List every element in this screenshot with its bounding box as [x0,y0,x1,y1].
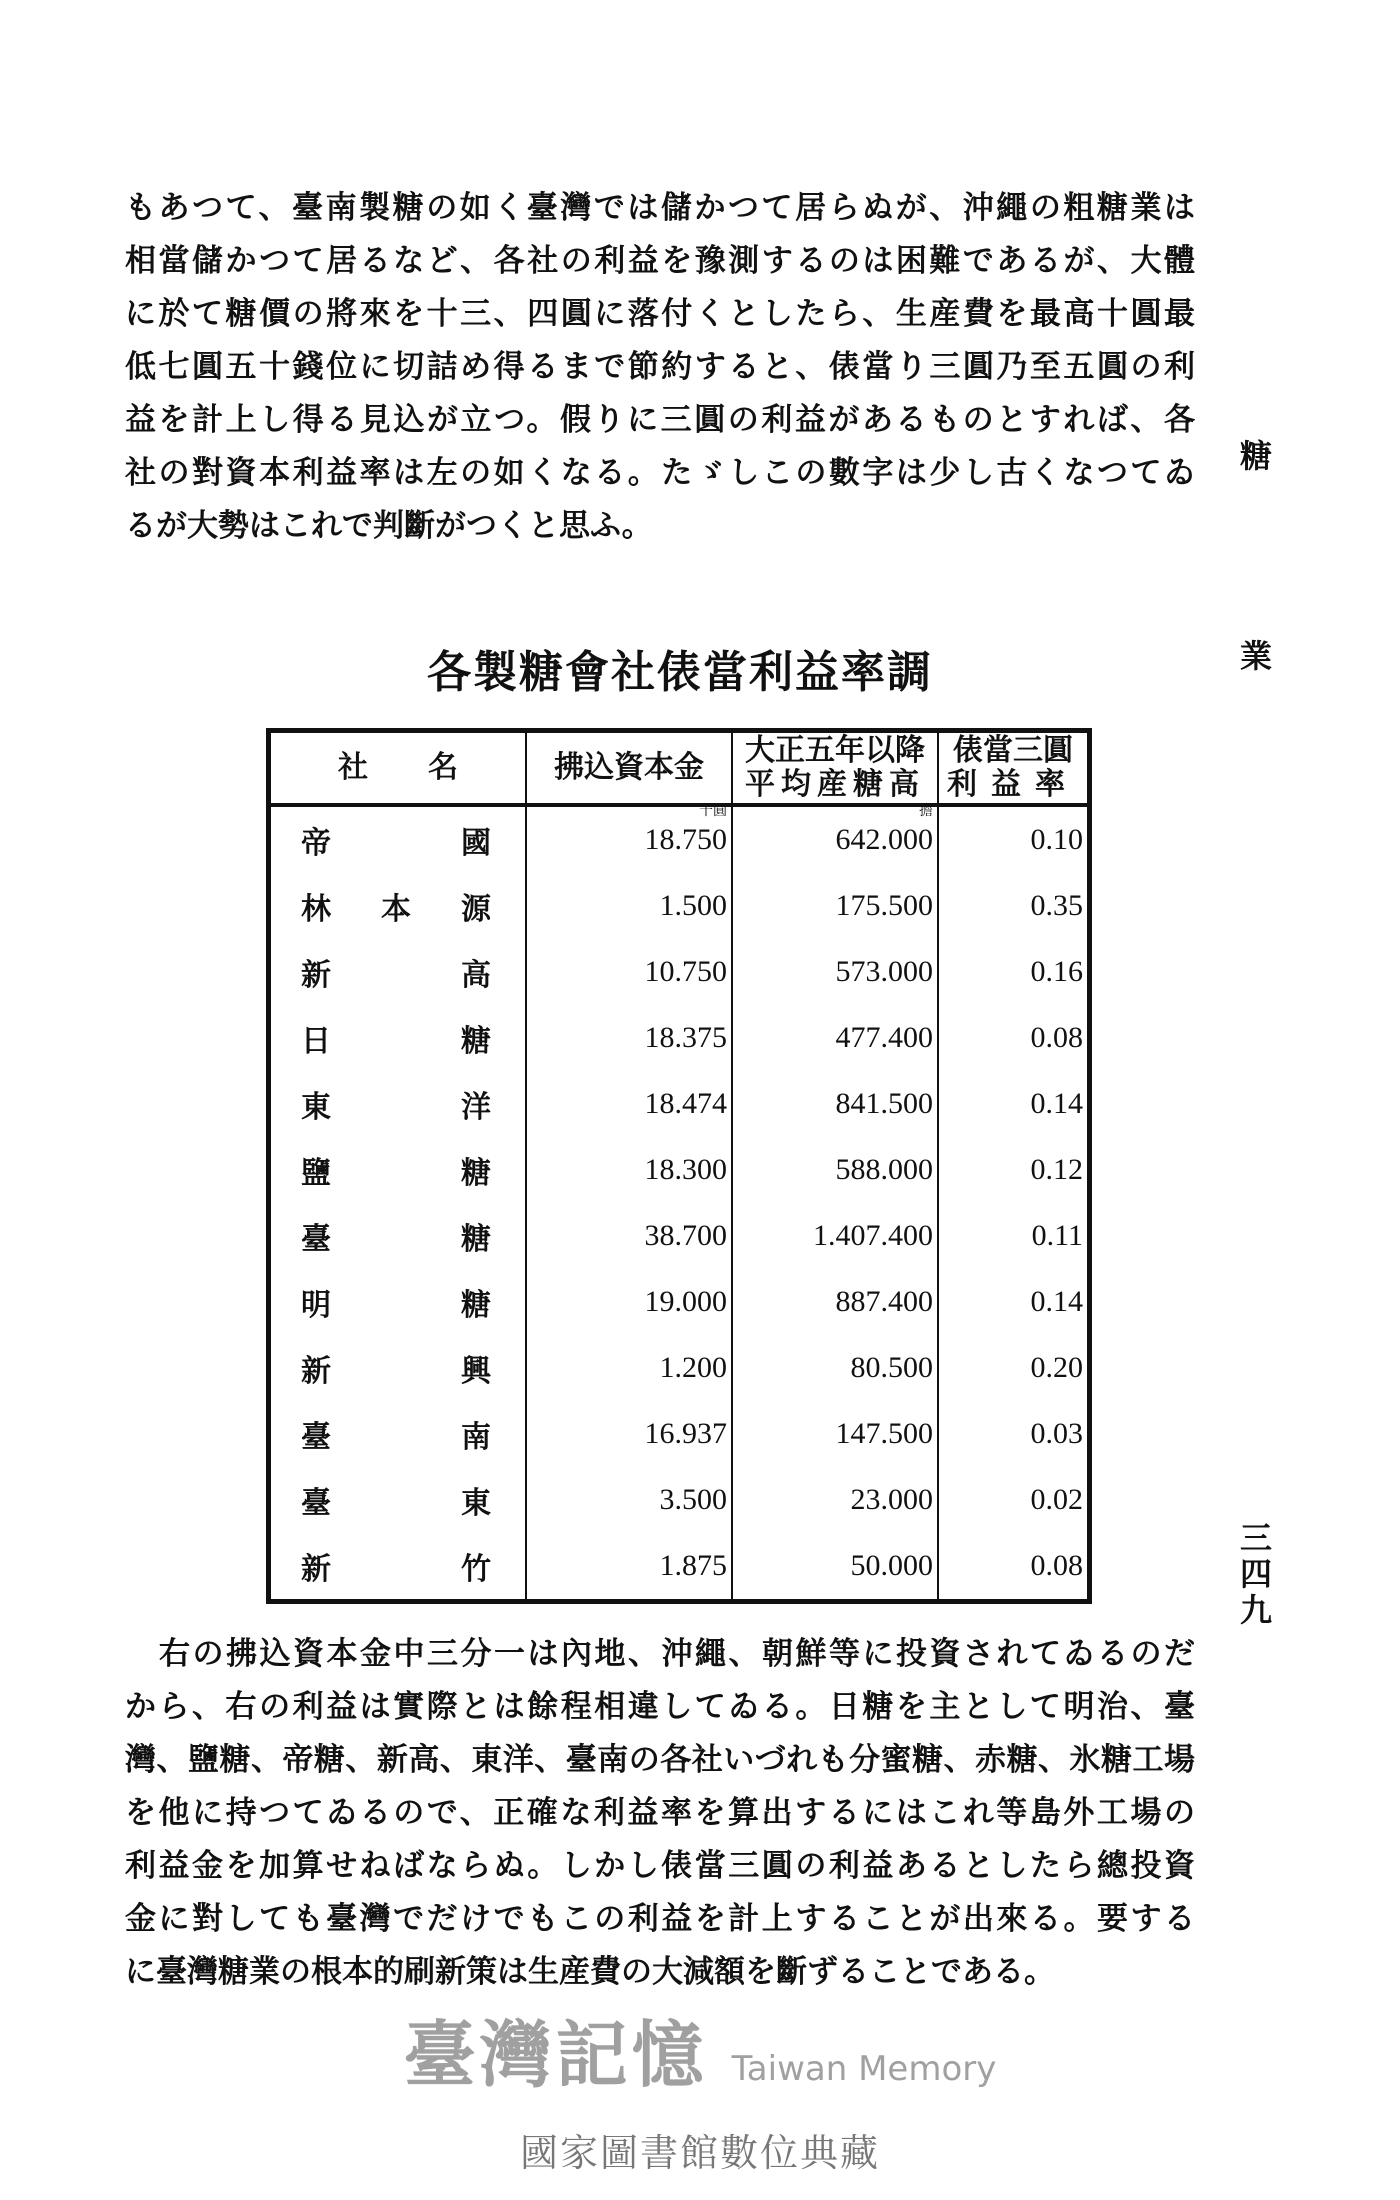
output-cell [732,1005,938,1071]
footer-credit: 國家圖書館數位典藏 [519,2131,880,2175]
output-value: 80.500 [850,1351,933,1384]
company-name [269,873,527,939]
capital-value: 1.875 [659,1549,727,1582]
running-head-char: 糖 [1239,437,1272,475]
header-rate [938,731,1090,806]
page-number [1238,1520,1274,1628]
page-number-char: 三 [1239,1519,1272,1557]
output-value: 1.407.400 [813,1219,933,1252]
company-name-chars [301,1478,491,1522]
header-line: 俵當三圓 [953,733,1073,768]
company-name [269,1269,527,1335]
capital-value: 18.300 [644,1153,727,1186]
table-row [269,805,1090,873]
capital-cell [526,1071,732,1137]
header-company: 社 名 [269,731,527,806]
company-name-char: 東 [461,1486,491,1521]
company-name-chars [301,1544,491,1588]
rate-cell: 0.11 [1031,1219,1083,1252]
text-line: に臺灣糖業の根本的刷新策は生産費の大減額を斷ずることである。 [125,1954,1055,1990]
company-name-chars [301,1412,491,1456]
text-line: 灣、鹽糖、帝糖、新高、東洋、臺南の各社いづれも分蜜糖、赤糖、氷糖工場 [125,1742,1195,1778]
capital-cell [526,873,732,939]
text-line: 社の對資本利益率は左の如くなる。たゞしこの數字は少し古くなつてゐ [125,455,1195,491]
capital-value: 19.000 [644,1285,727,1318]
company-name-char: 糖 [461,1156,491,1191]
company-name-char: 竹 [461,1552,491,1587]
capital-cell [526,805,732,873]
company-name [269,939,527,1005]
company-name-char: 國 [461,826,491,861]
capital-value: 18.750 [644,823,727,856]
watermark-cn: 臺灣記憶 [403,2012,708,2097]
capital-value: 38.700 [644,1219,727,1252]
capital-cell [526,1467,732,1533]
capital-value: 18.375 [644,1021,727,1054]
unit-label: 千圓 [699,804,727,819]
company-name-char: 日 [301,1024,331,1059]
company-name-char: 高 [461,958,491,993]
watermark [0,2010,1400,2114]
output-cell [732,939,938,1005]
company-name-char: 新 [301,958,331,993]
capital-cell [526,1335,732,1401]
rate-cell: 0.03 [1030,1417,1083,1450]
company-name-chars [301,1346,491,1390]
output-cell [732,1269,938,1335]
output-cell [732,873,938,939]
table-row [269,1005,1090,1071]
rate-cell: 0.10 [1030,823,1083,856]
table-row [269,1071,1090,1137]
capital-cell [526,1005,732,1071]
text-line: 益を計上し得る見込が立つ。假りに三圓の利益があるものとすれば、各 [125,402,1195,438]
company-name [269,1071,527,1137]
output-cell [732,1467,938,1533]
header-capital: 拂込資本金 [526,731,732,806]
company-name-chars [301,950,491,994]
company-name-char: 新 [301,1552,331,1587]
company-name-char: 臺 [301,1222,331,1257]
page-number-char: 九 [1239,1591,1272,1629]
table-row [269,1533,1090,1602]
rate-cell: 0.02 [1030,1483,1083,1516]
text-line: 右の拂込資本金中三分一は內地、沖繩、朝鮮等に投資されてゐるのだ [159,1636,1195,1672]
rate-cell: 0.14 [1030,1285,1083,1318]
running-head-char: 業 [1239,637,1272,675]
output-cell [732,1137,938,1203]
header-line: 利益率 [947,767,1079,802]
output-value: 175.500 [835,889,933,922]
company-name-char: 本 [381,892,411,927]
text-line: るが大勢はこれで判斷がつくと思ふ。 [125,508,653,544]
company-name [269,1005,527,1071]
table-row [269,873,1090,939]
rate-cell: 0.14 [1030,1087,1083,1120]
rate-cell: 0.20 [1030,1351,1083,1384]
company-name [269,1533,527,1602]
capital-cell [526,1137,732,1203]
company-name-char: 明 [301,1288,331,1323]
capital-value: 3.500 [659,1483,727,1516]
output-value: 147.500 [835,1417,933,1450]
rate-cell: 0.35 [1030,889,1083,922]
company-name-chars [301,1016,491,1060]
company-name [269,1467,527,1533]
table-row [269,1137,1090,1203]
output-value: 642.000 [835,823,933,856]
table-row [269,1401,1090,1467]
output-cell [732,1401,938,1467]
company-name-char: 臺 [301,1420,331,1455]
output-value: 477.400 [835,1021,933,1054]
table-row [269,939,1090,1005]
output-cell [732,1335,938,1401]
text-line: 利益金を加算せねばならぬ。しかし俵當三圓の利益あるとしたら總投資 [125,1848,1195,1884]
text-line: を他に持つてゐるので、正確な利益率を算出するにはこれ等島外工場の [125,1795,1195,1831]
text-line: もあつて、臺南製糖の如く臺灣では儲かつて居らぬが、沖繩の粗糖業は [125,190,1195,226]
table-header-row [269,731,1090,806]
company-name-chars [301,1280,491,1324]
capital-cell [526,1533,732,1602]
company-name-char: 源 [461,892,491,927]
table-row [269,1203,1090,1269]
capital-value: 18.474 [644,1087,727,1120]
company-name-char: 鹽 [301,1156,331,1191]
company-name-chars [301,818,491,862]
conclusion-paragraph [125,1628,1195,1999]
output-value: 573.000 [835,955,933,988]
output-cell [732,1203,938,1269]
output-value: 887.400 [835,1285,933,1318]
company-name-char: 林 [301,892,331,927]
company-name [269,805,527,873]
company-name-char: 糖 [461,1024,491,1059]
text-line: から、右の利益は實際とは餘程相違してゐる。日糖を主として明治、臺 [125,1689,1195,1725]
capital-value: 1.200 [659,1351,727,1384]
company-name-chars [301,1214,491,1258]
profit-rate-table [266,728,1092,1604]
company-name-char: 臺 [301,1486,331,1521]
company-name-char: 興 [461,1354,491,1389]
output-value: 841.500 [835,1087,933,1120]
output-value: 23.000 [850,1483,933,1516]
company-name [269,1335,527,1401]
capital-cell [526,1203,732,1269]
rate-cell: 0.08 [1030,1549,1083,1582]
table-title: 各製糖會社俵當利益率調 [427,647,933,698]
output-cell [732,1533,938,1602]
unit-label: 擔 [919,804,933,819]
company-name-chars [301,1082,491,1126]
capital-cell [526,1401,732,1467]
company-name-char: 糖 [461,1288,491,1323]
capital-cell [526,1269,732,1335]
company-name-char: 洋 [461,1090,491,1125]
capital-value: 16.937 [644,1417,727,1450]
text-line: 金に對しても臺灣でだけでもこの利益を計上することが出來る。要する [125,1901,1195,1937]
company-name [269,1203,527,1269]
text-line: 低七圓五十錢位に切詰め得るまで節約すると、俵當り三圓乃至五圓の利 [125,349,1195,385]
output-cell [732,805,938,873]
table-row [269,1467,1090,1533]
output-value: 50.000 [850,1549,933,1582]
capital-value: 10.750 [644,955,727,988]
header-line: 平均産糖高 [745,767,925,802]
rate-cell: 0.16 [1030,955,1083,988]
table-row [269,1269,1090,1335]
company-name-char: 糖 [461,1222,491,1257]
rate-cell: 0.12 [1030,1153,1083,1186]
company-name [269,1401,527,1467]
text-line: に於て糖價の將來を十三、四圓に落付くとしたら、生産費を最高十圓最 [125,296,1195,332]
capital-value: 1.500 [659,889,727,922]
text-line: 相當儲かつて居るなど、各社の利益を豫測するのは困難であるが、大體 [125,243,1195,279]
company-name-char: 東 [301,1090,331,1125]
company-name-chars [301,1148,491,1192]
header-line: 大正五年以降 [745,733,925,768]
company-name-char: 新 [301,1354,331,1389]
intro-paragraph [125,182,1195,553]
rate-cell: 0.08 [1030,1021,1083,1054]
output-value: 588.000 [835,1153,933,1186]
company-name [269,1137,527,1203]
watermark-en: Taiwan Memory [731,2049,997,2089]
company-name-char: 帝 [301,826,331,861]
page-number-char: 四 [1239,1555,1272,1593]
capital-cell [526,939,732,1005]
output-cell [732,1071,938,1137]
header-output [732,731,938,806]
table-row [269,1335,1090,1401]
company-name-char: 南 [461,1420,491,1455]
company-name-chars [301,884,491,928]
